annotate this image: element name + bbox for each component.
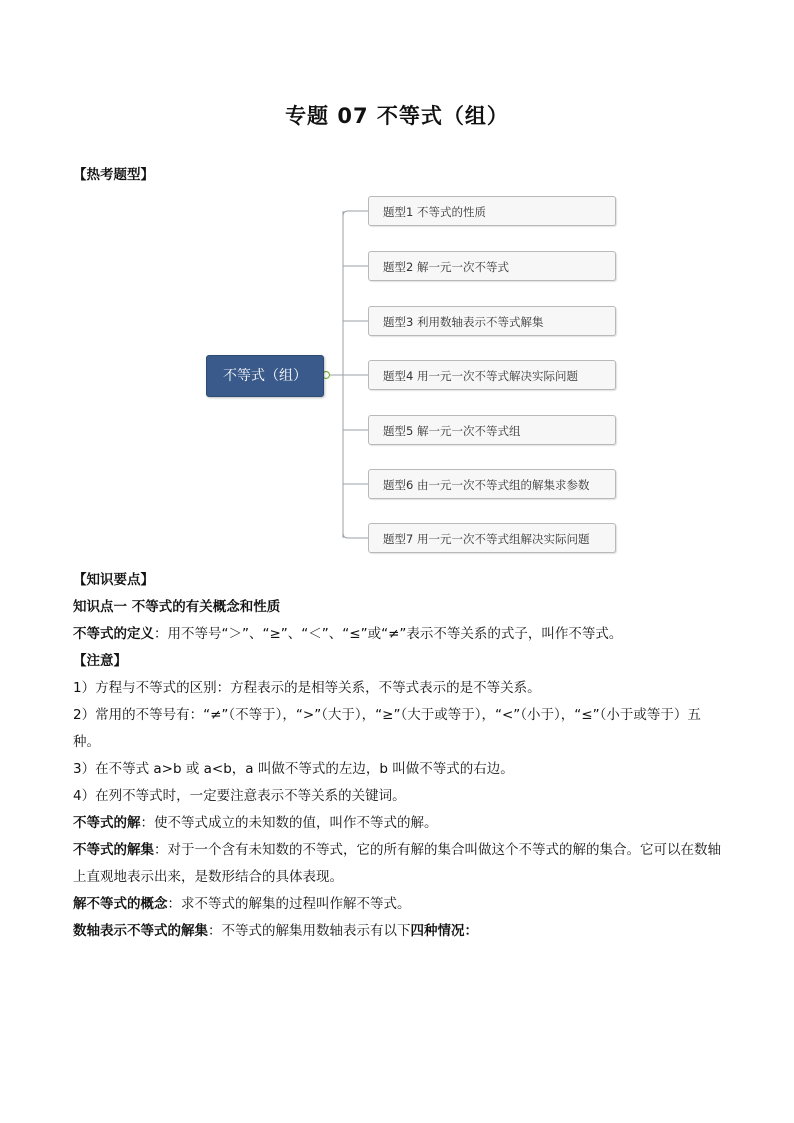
- solution-text: ：使不等式成立的未知数的值，叫作不等式的解。: [140, 815, 438, 831]
- mindmap-root-node[interactable]: 不等式（组）: [206, 355, 324, 397]
- branch-connector-7: [343, 533, 368, 538]
- page-title: 专题 07 不等式（组）: [285, 104, 509, 128]
- solution-set-paragraph: [73, 837, 725, 891]
- note-2: 2）常用的不等号有：“≠”（不等于），“>”（大于），“≥”（大于或等于），“<”（小于），“≤”（小于或等于）五种。: [73, 707, 701, 750]
- numberline-text: ：不等式的解集用数轴表示有以下: [208, 923, 411, 939]
- numberline-paragraph: [73, 918, 725, 945]
- branch-connector-1: [343, 211, 368, 216]
- note-1: 1）方程与不等式的区别：方程表示的是相等关系，不等式表示的是不等关系。: [73, 680, 541, 696]
- definition-text: ：用不等号“＞”、“≥”、“＜”、“≤”或“≠”表示不等关系的式子，叫作不等式。: [154, 626, 623, 642]
- solution-label: 不等式的解: [73, 815, 141, 831]
- definition-paragraph: [73, 621, 725, 648]
- numberline-label: 数轴表示不等式的解集: [73, 923, 208, 939]
- note-3: 3）在不等式 a>b 或 a<b，a 叫做不等式的左边，b 叫做不等式的右边。: [73, 761, 514, 777]
- solution-set-text: ：对于一个含有未知数的不等式，它的所有解的集合叫做这个不等式的解的集合。它可以在数轴上直观地表示出来，是数形结合的具体表现。: [73, 842, 721, 885]
- solving-paragraph: [73, 891, 725, 918]
- mindmap-branch-5[interactable]: 题型5 解一元一次不等式组: [368, 415, 616, 445]
- note-4: 4）在列不等式时，一定要注意表示不等关系的关键词。: [73, 788, 406, 804]
- solution-paragraph: [73, 810, 725, 837]
- solution-set-label: 不等式的解集: [73, 842, 154, 858]
- mindmap-branch-4[interactable]: 题型4 用一元一次不等式解决实际问题: [368, 360, 616, 390]
- mindmap-branch-3[interactable]: 题型3 利用数轴表示不等式解集: [368, 306, 616, 336]
- knowledge-header: 【知识要点】: [73, 572, 154, 588]
- mindmap-branch-7[interactable]: 题型7 用一元一次不等式组解决实际问题: [368, 523, 616, 553]
- knowledge-point-1-title: 知识点一 不等式的有关概念和性质: [73, 599, 281, 615]
- numberline-emph: 四种情况：: [410, 923, 478, 939]
- note-header: 【注意】: [73, 653, 127, 669]
- mindmap-branch-1[interactable]: 题型1 不等式的性质: [368, 196, 616, 226]
- hot-types-header: 【热考题型】: [73, 167, 154, 183]
- knowledge-content: [73, 567, 725, 945]
- solving-text: ：求不等式的解集的过程叫作解不等式。: [167, 896, 411, 912]
- mindmap-branch-2[interactable]: 题型2 解一元一次不等式: [368, 251, 616, 281]
- solving-label: 解不等式的概念: [73, 896, 168, 912]
- definition-label: 不等式的定义: [73, 626, 154, 642]
- mindmap-branch-6[interactable]: 题型6 由一元一次不等式组的解集求参数: [368, 469, 616, 499]
